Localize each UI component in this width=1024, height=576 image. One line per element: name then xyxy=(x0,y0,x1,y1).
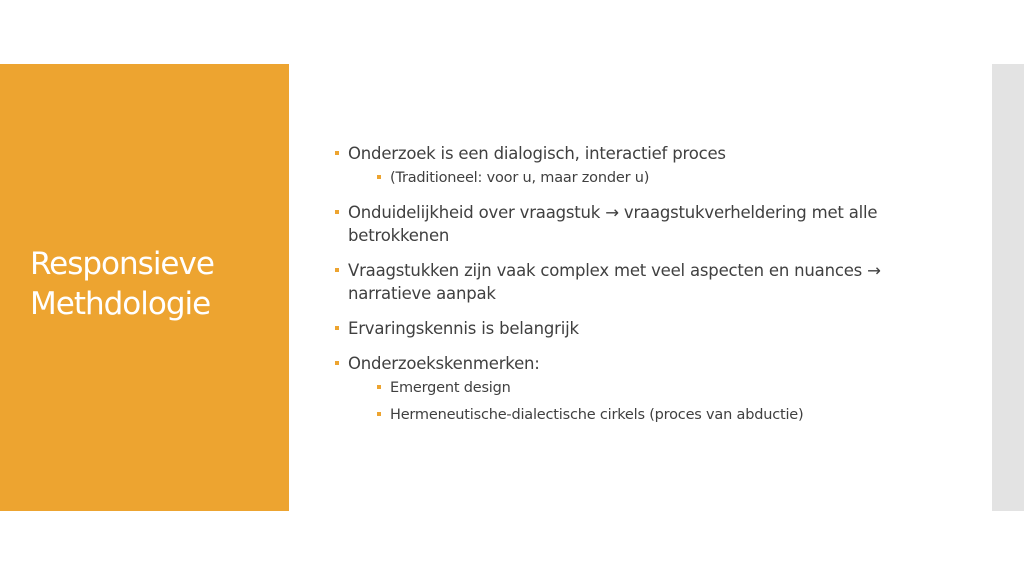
sub-bullet-text: Hermeneutische-dialectische cirkels (proces van abductie) xyxy=(390,407,804,423)
bullet-item xyxy=(333,142,933,165)
sub-bullet-text: Emergent design xyxy=(390,380,511,396)
bullet-group-5 xyxy=(333,352,933,426)
bullet-item xyxy=(333,201,933,247)
bullet-marker-icon xyxy=(335,268,339,272)
bullet-marker-icon xyxy=(377,175,381,179)
slide-title xyxy=(30,244,280,324)
bullet-text: Onduidelijkheid over vraagstuk → vraagstukverheldering met alle betrokkenen xyxy=(348,203,878,245)
sub-bullet-item xyxy=(375,167,933,189)
bullet-text: Ervaringskennis is belangrijk xyxy=(348,319,579,338)
slide-title-line-1: Responsieve xyxy=(30,246,214,282)
bullet-marker-icon xyxy=(335,151,339,155)
sub-bullet-item xyxy=(375,377,933,399)
bullet-item xyxy=(333,317,933,340)
bullet-marker-icon xyxy=(335,326,339,330)
bullet-item xyxy=(333,259,933,305)
sub-bullet-item xyxy=(375,404,933,426)
bullet-group-1 xyxy=(333,142,933,189)
bullet-item xyxy=(333,352,933,375)
bullet-marker-icon xyxy=(335,210,339,214)
bullet-marker-icon xyxy=(377,385,381,389)
side-strip xyxy=(992,64,1024,511)
bullet-text: Vraagstukken zijn vaak complex met veel aspecten en nuances → narratieve aanpak xyxy=(348,261,881,303)
bullet-list xyxy=(333,142,933,438)
slide-title-line-2: Methdologie xyxy=(30,286,211,322)
bullet-text: Onderzoek is een dialogisch, interactief proces xyxy=(348,144,726,163)
bullet-marker-icon xyxy=(335,361,339,365)
sub-bullet-text: (Traditioneel: voor u, maar zonder u) xyxy=(390,170,650,186)
bullet-text: Onderzoekskenmerken: xyxy=(348,354,540,373)
bullet-marker-icon xyxy=(377,412,381,416)
